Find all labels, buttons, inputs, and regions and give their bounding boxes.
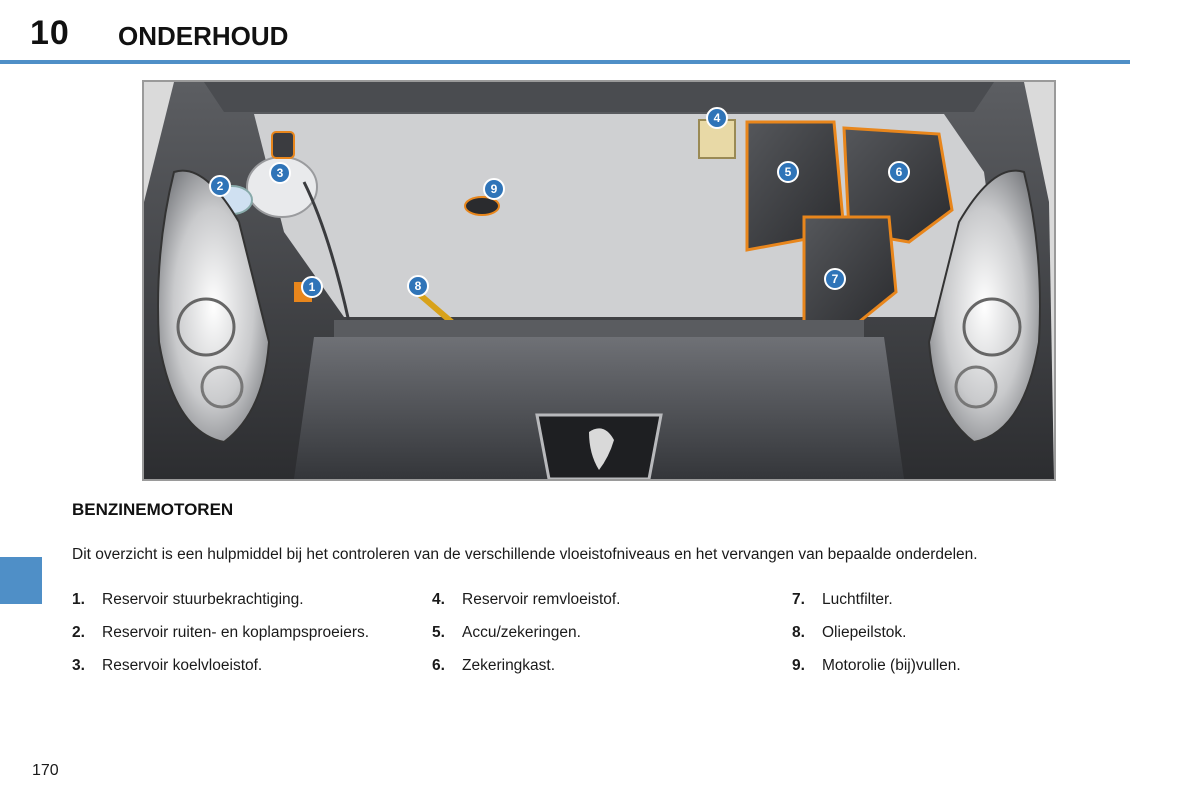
legend-label: Reservoir koelvloeistof. <box>102 657 263 674</box>
legend-item <box>432 624 581 642</box>
header-rule <box>0 60 1130 64</box>
svg-text:5: 5 <box>784 165 792 179</box>
legend-number: 4. <box>432 591 445 608</box>
legend-label: Motorolie (bij)vullen. <box>822 657 961 674</box>
svg-text:4: 4 <box>713 111 721 125</box>
legend-item <box>72 657 262 675</box>
legend-item <box>432 591 621 609</box>
legend-number: 6. <box>432 657 445 674</box>
engine-bay-figure <box>142 80 1056 481</box>
chapter-side-tab <box>0 557 42 604</box>
svg-text:1: 1 <box>308 280 316 294</box>
chapter-title: ONDERHOUD <box>118 21 289 51</box>
callout-8 <box>408 276 428 296</box>
page-number: 170 <box>32 762 59 779</box>
legend-label: Oliepeilstok. <box>822 624 907 641</box>
svg-text:9: 9 <box>490 182 498 196</box>
svg-text:3: 3 <box>276 166 284 180</box>
legend-item <box>792 591 893 609</box>
coolant-cap <box>272 132 294 158</box>
legend-item <box>792 624 906 642</box>
callout-6 <box>889 162 909 182</box>
legend-number: 5. <box>432 624 445 641</box>
callout-1 <box>302 277 322 297</box>
callout-4 <box>707 108 727 128</box>
legend-label: Reservoir remvloeistof. <box>462 591 621 608</box>
legend-label: Accu/zekeringen. <box>462 624 581 641</box>
hood-underside <box>204 82 994 112</box>
svg-text:8: 8 <box>414 279 422 293</box>
legend-item <box>72 624 369 642</box>
legend-item <box>432 657 555 675</box>
legend-number: 8. <box>792 624 805 641</box>
legend-label: Reservoir stuurbekrachtiging. <box>102 591 304 608</box>
legend-item <box>792 657 961 675</box>
callout-9 <box>484 179 504 199</box>
legend-label: Zekeringkast. <box>462 657 556 674</box>
cowl-panel <box>334 320 864 338</box>
legend-number: 1. <box>72 591 85 608</box>
component-legend <box>72 591 1132 691</box>
legend-number: 3. <box>72 657 85 674</box>
svg-text:6: 6 <box>895 165 903 179</box>
intro-paragraph: Dit overzicht is een hulpmiddel bij het controleren van de verschillende vloeistofniveaus en het vervangen van bepaalde onderdelen. <box>72 546 978 563</box>
svg-text:2: 2 <box>216 179 224 193</box>
legend-number: 2. <box>72 624 85 641</box>
engine-bay-illustration <box>144 82 1054 479</box>
legend-label: Reservoir ruiten- en koplampsproeiers. <box>102 624 370 641</box>
callout-2 <box>210 176 230 196</box>
chapter-number: 10 <box>30 14 70 52</box>
legend-number: 9. <box>792 657 805 674</box>
svg-text:7: 7 <box>831 272 839 286</box>
section-title: BENZINEMOTOREN <box>72 500 234 519</box>
callout-7 <box>825 269 845 289</box>
legend-label: Luchtfilter. <box>822 591 893 608</box>
callout-5 <box>778 162 798 182</box>
legend-number: 7. <box>792 591 805 608</box>
callout-3 <box>270 163 290 183</box>
legend-item <box>72 591 304 609</box>
